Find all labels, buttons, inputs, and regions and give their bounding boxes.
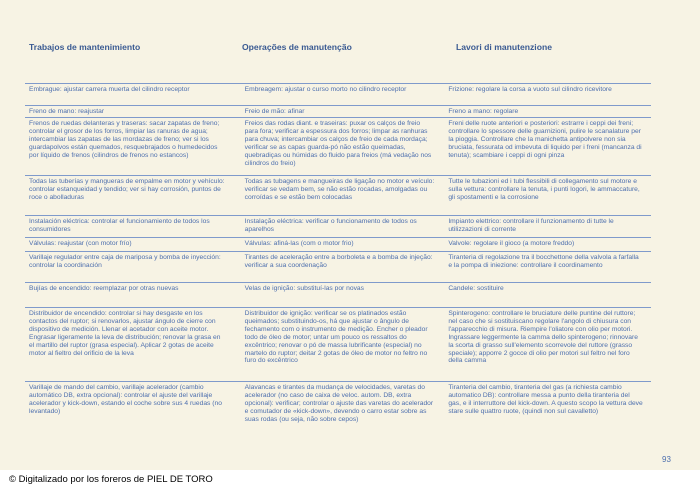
cell-it: Spinterogeno: controllare le bruciature delle puntine del ruttore; nel caso che si sostituiscano regolare l'angolo di chiusura con l'apparecchio di misura. Riempire l'oliatore con olio per motori. Ingrassare leggermente la camma dello spinterogeno; rinnovare la scorta di grasso sull'elemento scorrevole del ruttore (grasso speciale); apporre 2 gocce di olio per motori sul feltro nel foro della camma	[448, 310, 638, 365]
cell-pt: Freio de mão: afinar	[244, 108, 305, 115]
header-spanish: Trabajos de mantenimiento	[29, 42, 141, 52]
cell-es: Distribuidor de encendido: controlar si hay desgaste en los contactos del ruptor; si renovarlos, ajustar ángulo de cierre con dispositivo de medición. Llenar el acetador con aceite motor. Engrasar ligeramente la leva de distribución; renovar la grasa en el martillo del ruptor (grasa especial). Aplicar 2 gotas de aceite motor al fieltro del orificio de la leva	[29, 310, 221, 357]
table-row-valves	[25, 237, 651, 251]
cell-es: Frenos de ruedas delanteras y traseras: sacar zapatas de freno; controlar el grosor de los forros, limpiar las ranuras de agua; intercambiar las zapatas de las mordazas de freno; ver si los guardapolvos están quemados, resquebrajados o humedecidos por líquido de frenos (cilindros de frenos no estancos)	[29, 120, 220, 159]
cell-it: Impianto elettrico: controllare il funzionamento di tutte le utilizzazioni di corrente	[448, 218, 614, 233]
cell-pt: Instalação eléctrica: verificar o funcionamento de todos os aparelhos	[244, 218, 417, 233]
cell-pt: Todas as tubagens e mangueiras de ligação no motor e veículo: verificar se vedam bem, se não estão rocadas, amolgadas ou corroídas e se estão bem colocadas	[244, 178, 435, 201]
cell-pt: Freios das rodas diant. e traseiras: puxar os calços de freio para fora; verificar a espessura dos forros; limpar as ranhuras para chuva; intercambiar os calços de freio de cada mordaça; verificar se as capas guarda-pó não estão queimadas, quebradiças ou húmidas do fluido para freios (má vedação nos cilindros do freio)	[244, 120, 432, 167]
cell-it: Tutte le tubazioni ed i tubi flessibili di collegamento sul motore e sulla vettura: controllare la tenuta, i punti logori, le ammaccature, gli spostamenti e la corrosione	[448, 178, 640, 201]
column-headers	[0, 42, 700, 56]
cell-it: Frizione: regolare la corsa a vuoto sul cilindro ricevitore	[448, 86, 612, 93]
footer-credit: © Digitalizado por los foreros de PIEL DE TORO	[9, 474, 213, 485]
table-row-gear-linkage	[25, 381, 651, 446]
footer-bar	[0, 470, 700, 489]
table-row-electrical	[25, 215, 651, 237]
cell-pt: Distribuidor de ignição: verificar se os platinados estão queimados; substituindo-os, há que ajustar o ângulo de fechamento com o instrumento de medição. Encher o pleador todo de óleo de motor; untar um pouco os ressaltos do excêntrico; renovar o pó de massa lubrificante (especial) no martelo do ruptor; deitar 2 gotas de óleo de motor no feltro no furo do excêntrico	[244, 310, 428, 365]
table-row-spark-plugs	[25, 282, 651, 307]
maintenance-table	[25, 83, 651, 446]
table-row-distributor	[25, 307, 651, 381]
cell-es: Instalación eléctrica: controlar el funcionamiento de todos los consumidores	[29, 218, 210, 233]
cell-es: Bujías de encendido: reemplazar por otras nuevas	[29, 285, 179, 292]
cell-es: Freno de mano: reajustar	[29, 108, 105, 115]
cell-it: Freni delle ruote anteriori e posteriori: estrarre i ceppi dei freni; controllare lo spessore delle guarnizioni, pulire le scanalature per la pioggia. Controllare che la manichetta antipolvere non sia bruciata, fessurata od imbevuta di liquido per i freni (mancanza di tenuta); scambiare i ceppi di ogni pinza	[448, 120, 642, 159]
cell-pt: Tirantes de aceleração entre a borboleta e a bomba de injeção: verificar a sua coordenação	[244, 254, 433, 269]
table-row-throttle-linkage	[25, 251, 651, 282]
cell-es: Válvulas: reajustar (con motor frío)	[29, 240, 132, 247]
cell-es: Varillaje de mando del cambio, varillaje acelerador (cambio automático DB, extra opcional): controlar el ajuste del varillaje acelerador y kick-down, estando el coche sobre sus 4 ruedas (no levantado)	[29, 384, 222, 415]
cell-it: Tiranteria del cambio, tiranteria del gas (a richiesta cambio automatico DB): controllare messa a punto della tiranteria del gas, e il interruttore del kick-down. A questo scopo la vettura deve stare sulle quattro ruote, (quindi non sul cavalletto)	[448, 384, 643, 415]
cell-pt: Alavancas e tirantes da mudança de velocidades, varetas do acelerador (no caso de caixa de veloc. autom. DB, extra opcional): verificar; controlar o ajuste das varetas do acelerador e comutador de «kick-down», devendo o carro estar sobre as suas rodas (ou seja, não sobre cepos)	[244, 384, 434, 423]
cell-pt: Válvulas: afiná-las (com o motor frio)	[244, 240, 354, 247]
cell-pt: Velas de ignição: substituí-las por novas	[244, 285, 364, 292]
header-portuguese: Operações de manutenção	[242, 42, 352, 52]
table-row-clutch	[25, 83, 651, 105]
table-row-pipes-hoses	[25, 175, 651, 215]
table-row-wheel-brakes	[25, 117, 651, 175]
cell-es: Varillaje regulador entre caja de mariposa y bomba de inyección: controlar la coordinación	[29, 254, 221, 269]
cell-it: Freno a mano: regolare	[448, 108, 519, 115]
header-italian: Lavori di manutenzione	[456, 42, 552, 52]
cell-it: Tiranteria di regolazione tra il bocchettone della valvola a farfalla e la pompa di iniezione: controllare il coordinamento	[448, 254, 639, 269]
cell-es: Todas las tuberías y mangueras de empalme en motor y vehículo: controlar estanqueidad y tendido; ver si hay corrosión, puntos de roce o abolladuras	[29, 178, 225, 201]
cell-pt: Embreagem: ajustar o curso morto no cilindro receptor	[244, 86, 407, 93]
page-number: 93	[662, 455, 671, 464]
cell-it: Candele: sostituire	[448, 285, 504, 292]
cell-it: Valvole: regolare il gioco (a motore freddo)	[448, 240, 575, 247]
cell-es: Embrague: ajustar carrera muerta del cilindro receptor	[29, 86, 190, 93]
table-row-handbrake	[25, 105, 651, 117]
